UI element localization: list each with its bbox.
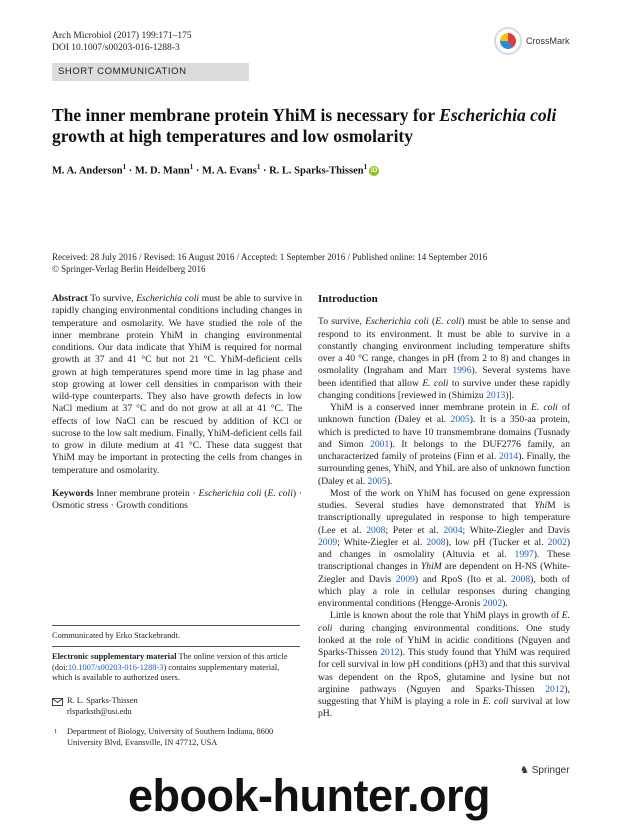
author-name[interactable]: M. A. Anderson <box>52 165 123 177</box>
section-heading-introduction: Introduction <box>318 293 378 305</box>
author-name[interactable]: M. A. Evans <box>201 165 257 177</box>
abstract-label: Abstract <box>52 293 88 304</box>
reference-link[interactable]: 2001 <box>370 438 390 450</box>
esm-note: Electronic supplementary material The online version of this article (doi:10.1007/s00203-016-1288-3) contains supplementary material, which is available to authorized users. <box>52 652 288 682</box>
affiliation-line: Department of Biology, University of Southern Indiana, 8600 <box>67 727 274 736</box>
reference-link[interactable]: 2008 <box>366 524 386 536</box>
reference-link[interactable]: 2009 <box>318 536 338 548</box>
keywords-label: Keywords <box>52 487 94 499</box>
crossmark-label: CrossMark <box>526 36 570 46</box>
reference-link[interactable]: 1997 <box>514 549 534 560</box>
crossmark-icon <box>494 27 522 55</box>
corresponding-email[interactable]: rlsparksth@usi.edu <box>67 707 132 716</box>
footnote-divider <box>52 625 300 626</box>
reference-link[interactable]: 2005 <box>367 475 387 487</box>
reference-link[interactable]: 2008 <box>510 573 531 585</box>
reference-link[interactable]: 2002 <box>482 598 503 609</box>
intro-paragraph: Little is known about the role that YhiM plays in growth of E. coli during changing environmental conditions. One study looked at the role of YhiM in acidic conditions (Nguyen and Sparks-Thissen 2012). This study found that YhiM was required for cell survival in low pH conditions (pH3) and that this survival was dependent on the RpoS, glutamine and lysine but not arginine pathways (Nguyen and Sparks-Thissen 2012), suggesting that YhiM is playing a role in E. coli survival at low pH. <box>318 610 571 720</box>
corresponding-author: R. L. Sparks-Thissen <box>67 696 138 705</box>
abstract-block <box>52 293 302 512</box>
reference-link[interactable]: 2008 <box>426 536 446 548</box>
abstract-text: Abstract To survive, Escherichia coli must be able to survive in rapidly changing environmental conditions including changes in temperature and osmolarity. We have studied the role of the inner membrane protein YhiM in changing environmental conditions. Our data indicate that YhiM is required for normal growth at 37 and 41 °C but not 21 °C. YhiM-deficient cells grown at high temperatures spend more time in lag phase and stop growing at lower cell densities in comparison with their wild-type counterparts. They also have growth defects in low NaCl medium at 37 °C and do not grow at all at 41 °C. The effects of low NaCl can be rescued by addition of KCl or sucrose to the low salt medium. Finally, YhiM-deficient cells fail to grow in dilute medium at 41 °C. These data suggest that YhiM may be important in protecting the cells from changes in temperature and osmolarity. <box>52 293 302 476</box>
reference-link[interactable]: 1996 <box>452 365 472 377</box>
article-title: The inner membrane protein YhiM is necessary for Escherichia coli growth at high temperatures and low osmolarity <box>52 105 557 146</box>
reference-link[interactable]: 2002 <box>547 536 567 548</box>
watermark-text: ebook-hunter.org <box>128 770 490 821</box>
copyright-line: © Springer-Verlag Berlin Heidelberg 2016 <box>52 264 206 274</box>
reference-link[interactable]: 2014 <box>499 451 519 462</box>
intro-paragraph: To survive, Escherichia coli (E. coli) must be able to sense and respond to its environment. It must be able to survive in a constantly changing environment including temperature shifts over a 40 °C range, changes in pH (from 2 to 8) and changes in osmolality (Ingraham and Marr 1996). Several systems have been identified that allow E. coli to survive under these rapidly changing conditions [reviewed in (Shimizu 2013)]. <box>318 316 570 401</box>
crossmark-badge[interactable] <box>494 27 570 55</box>
reference-link[interactable]: 2009 <box>395 573 415 585</box>
author-name[interactable]: M. D. Mann <box>134 165 190 177</box>
publisher-logo: ♞ Springer <box>520 765 570 776</box>
orcid-icon[interactable]: iD <box>370 167 378 175</box>
affiliation-number: 1 <box>54 728 58 735</box>
envelope-icon <box>52 698 63 710</box>
affiliation-line: University Blvd, Evansville, IN 47712, USA <box>67 738 218 747</box>
reference-link[interactable]: 2013 <box>486 389 506 401</box>
article-type-banner: SHORT COMMUNICATION <box>52 63 249 81</box>
keywords-text: Keywords Inner membrane protein · Escherichia coli (E. coli) · Osmotic stress · Growth conditions <box>52 487 303 511</box>
reference-link[interactable]: 2012 <box>380 647 400 658</box>
communicated-by: Communicated by Erko Stackebrandt. <box>52 631 180 640</box>
author-name[interactable]: R. L. Sparks-Thissen <box>269 165 364 177</box>
reference-link[interactable]: 2004 <box>443 524 463 536</box>
doi-line: DOI 10.1007/s00203-016-1288-3 <box>52 43 180 53</box>
intro-paragraph: Most of the work on YhiM has focused on gene expression studies. Several studies have demonstrated that YhiM is transcriptionally upregulated in response to high temperature (Lee et al. 2008; Peter et al. 2004; White-Ziegler and Davis 2009; White-Ziegler et al. 2008), low pH (Tucker et al. 2002) and changes in osmolality (Altuvia et al. 1997). These transcriptional changes in YhiM are dependent on H-NS (White-Ziegler and Davis 2009) and RpoS (Ito et al. 2008), both of which play a role in cellular responses during changing environmental conditions (Hengge-Aronis 2002). <box>318 487 571 609</box>
reference-link[interactable]: 2005 <box>450 414 470 426</box>
esm-doi-link[interactable]: 10.1007/s00203-016-1288-3 <box>67 662 164 672</box>
introduction-section <box>318 293 570 721</box>
journal-citation: Arch Microbiol (2017) 199:171–175 <box>52 31 192 41</box>
author-list: M. A. Anderson$^1$ · M. D. Mann$^1$ · M. A. Evans$^1$ · R. L. Sparks-Thissen$^1$ iD <box>52 163 378 177</box>
footnote-divider <box>52 646 300 647</box>
reference-link[interactable]: 2012 <box>545 683 565 695</box>
springer-horse-icon: ♞ <box>520 765 529 776</box>
intro-paragraph: YhiM is a conserved inner membrane protein in E. coli of unknown function (Daley et al. 2005). It is a 350-aa protein, which is predicted to have 10 transmembrane domains (Tusnady and Simon 2001). It belongs to the DUF2776 family, an uncharacterized family of proteins (Finn et al. 2014). Finally, the surrounding genes, YhiN, and YhiL are also of unknown function (Daley et al. 2005). <box>318 402 571 487</box>
article-dates: Received: 28 July 2016 / Revised: 16 August 2016 / Accepted: 1 September 2016 / Published online: 14 September 2016 <box>52 252 488 262</box>
